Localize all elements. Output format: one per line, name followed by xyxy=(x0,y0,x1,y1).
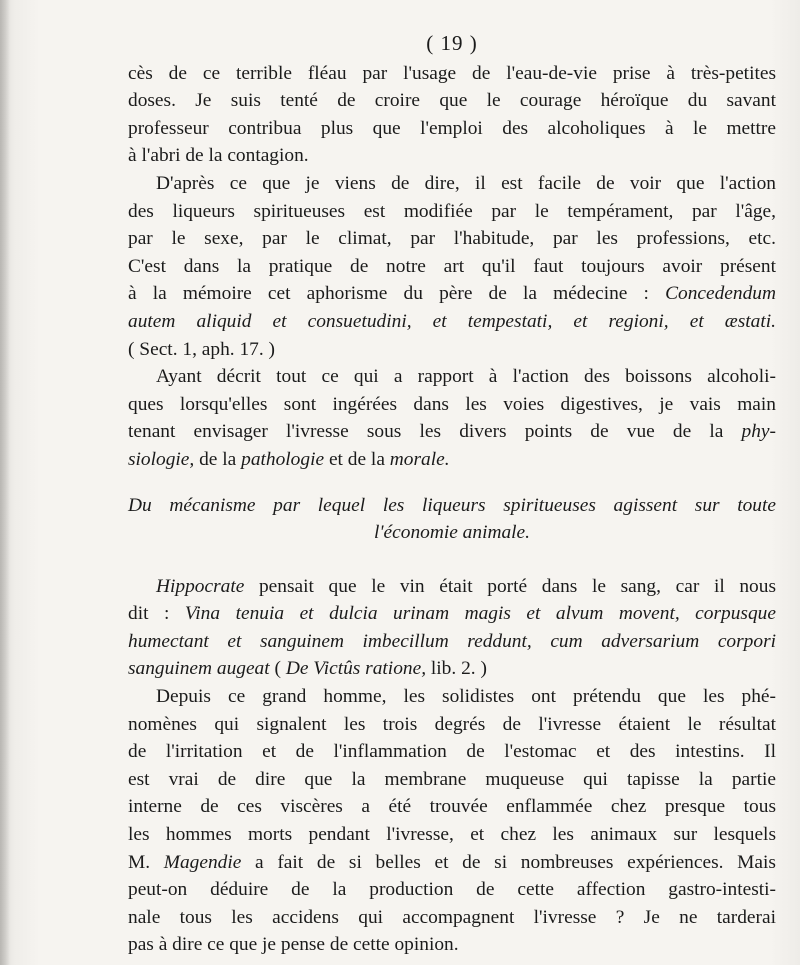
latin-quote: Concedendum xyxy=(665,283,776,305)
italic-word: phy- xyxy=(741,421,776,443)
text-line: doses. Je suis tenté de croire que le courage héroïque du savant xyxy=(128,90,776,112)
paragraph-2 xyxy=(128,170,776,363)
text-segment: pensait que le vin était porté dans le sang, car il nous xyxy=(258,575,776,597)
text-line: est vrai de dire que la membrane muqueuse qui tapisse la partie xyxy=(128,768,776,790)
text-segment: M. xyxy=(128,851,151,873)
text-line: des liqueurs spiritueuses est modifiée par le tempérament, par l'âge, xyxy=(128,200,776,222)
section-heading xyxy=(128,492,776,547)
text-line: C'est dans la pratique de notre art qu'il faut toujours avoir présent xyxy=(128,255,776,277)
text-line: professeur contribua plus que l'emploi des alcoholiques à le mettre xyxy=(128,117,776,139)
text-segment: lib. 2. ) xyxy=(430,658,487,680)
text-line: de l'irritation et de l'inflammation de l'estomac et des intestins. Il xyxy=(128,741,776,763)
author-name: Hippocrate xyxy=(156,575,245,597)
italic-word: pathologie xyxy=(241,448,325,470)
text-line: Depuis ce grand homme, les solidistes ont prétendu que les phé- xyxy=(156,686,776,708)
text-line: à l'abri de la contagion. xyxy=(128,145,309,167)
text-line xyxy=(128,446,776,474)
text-line: par le sexe, par le climat, par l'habitude, par les professions, etc. xyxy=(128,228,776,250)
latin-quote: Vina tenuia et dulcia urinam magis et alvum movent, corpusque xyxy=(184,603,776,625)
aphorism-reference: ( Sect. 1, aph. 17. ) xyxy=(128,338,276,360)
text-segment: et de la xyxy=(328,448,385,470)
text-segment: a fait de si belles et de si nombreuses expériences. Mais xyxy=(255,851,776,873)
paragraph-5 xyxy=(128,683,776,959)
text-line xyxy=(128,418,776,446)
latin-quote: sanguinem augeat xyxy=(128,658,270,680)
paragraph-3 xyxy=(128,363,776,473)
text-line xyxy=(128,655,776,683)
heading-line: Du mécanisme par lequel les liqueurs spiritueuses agissent sur toute xyxy=(128,494,776,516)
text-line xyxy=(128,308,776,336)
text-line xyxy=(128,628,776,656)
latin-quote: humectant et sanguinem imbecillum reddunt, cum adversarium corpori xyxy=(128,630,776,652)
text-line xyxy=(128,600,776,628)
text-line: interne de ces viscères a été trouvée enflammée chez presque tous xyxy=(128,796,776,818)
page-text xyxy=(128,30,776,959)
paragraph-1 xyxy=(128,60,776,170)
text-line: peut-on déduire de la production de cette affection gastro-intesti- xyxy=(128,879,776,901)
text-segment: dit : xyxy=(128,603,170,625)
italic-word: siologie, xyxy=(128,448,195,470)
italic-word: morale. xyxy=(389,448,450,470)
text-line: Ayant décrit tout ce qui a rapport à l'action des boissons alcoholi- xyxy=(156,366,776,388)
author-name: Magendie xyxy=(163,851,242,873)
text-line: nomènes qui signalent les trois degrés de l'ivresse étaient le résultat xyxy=(128,713,776,735)
binding-shadow xyxy=(0,0,10,965)
text-line xyxy=(128,280,776,308)
text-line: les hommes morts pendant l'ivresse, et chez les animaux sur lesquels xyxy=(128,824,776,846)
text-segment: ( xyxy=(274,658,281,680)
text-line: cès de ce terrible fléau par l'usage de l'eau-de-vie prise à très-petites xyxy=(128,62,776,84)
heading-line: l'économie animale. xyxy=(374,522,530,544)
text-line: D'après ce que je viens de dire, il est facile de voir que l'action xyxy=(156,172,776,194)
text-line: ques lorsqu'elles sont ingérées dans les voies digestives, je vais main xyxy=(128,393,776,415)
text-line xyxy=(128,849,776,877)
paragraph-4 xyxy=(128,573,776,683)
page-number: ( 19 ) xyxy=(426,31,478,55)
text-line: pas à dire ce que je pense de cette opinion. xyxy=(128,934,459,956)
text-line: nale tous les accidens qui accompagnent l'ivresse ? Je ne tarderai xyxy=(128,906,776,928)
text-segment: de la xyxy=(199,448,237,470)
text-line xyxy=(128,573,776,601)
work-title: De Victûs ratione, xyxy=(285,658,427,680)
text-segment: tenant envisager l'ivresse sous les divers points de vue de la xyxy=(128,421,724,443)
latin-quote: autem aliquid et consuetudini, et tempestati, et regioni, et æstati. xyxy=(128,310,776,332)
text-segment: à la mémoire cet aphorisme du père de la médecine : xyxy=(128,283,649,305)
